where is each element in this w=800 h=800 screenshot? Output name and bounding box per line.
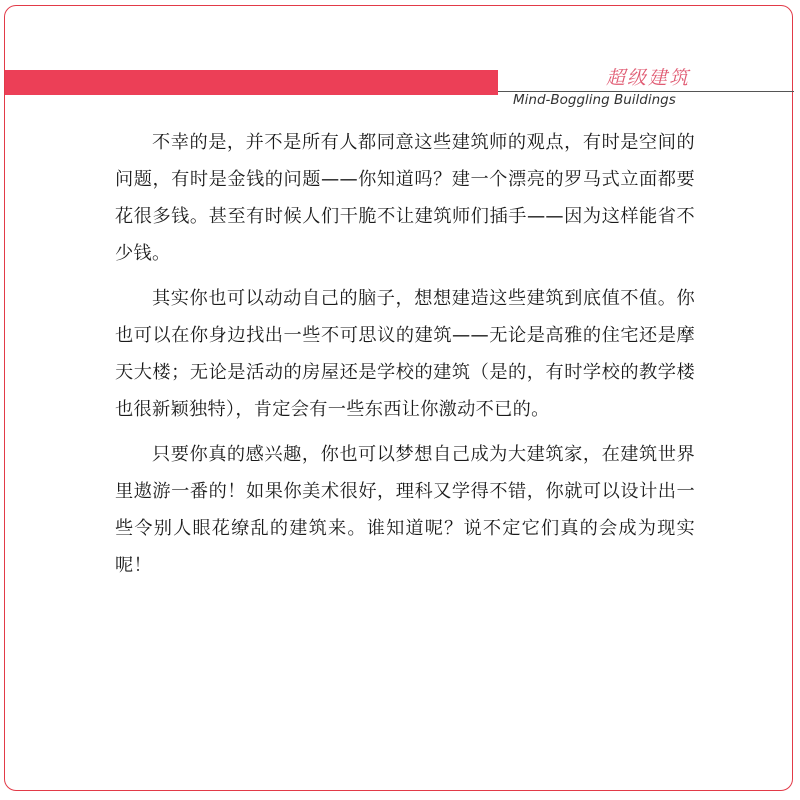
running-header-subtitle: Mind-Boggling Buildings	[513, 92, 676, 108]
paragraph-1: 不幸的是，并不是所有人都同意这些建筑师的观点，有时是空间的问题，有时是金钱的问题——你知道吗？建一个漂亮的罗马式立面都要花很多钱。甚至有时候人们干脆不让建筑师们插手——因为这样能省不少钱。	[115, 132, 695, 264]
paragraph-3: 只要你真的感兴趣，你也可以梦想自己成为大建筑家，在建筑世界里遨游一番的！如果你美术很好，理科又学得不错，你就可以设计出一些令别人眼花缭乱的建筑来。谁知道呢？说不定它们真的会成为现实呢！	[115, 444, 695, 576]
paragraph-2: 其实你也可以动动自己的脑子，想想建造这些建筑到底值不值。你也可以在你身边找出一些不可思议的建筑——无论是高雅的住宅还是摩天大楼；无论是活动的房屋还是学校的建筑（是的，有时学校的教学楼也很新颖独特），肯定会有一些东西让你激动不已的。	[115, 288, 695, 420]
header-color-bar	[5, 70, 498, 95]
running-header-title: 超级建筑	[606, 67, 691, 89]
body-text	[115, 124, 695, 592]
